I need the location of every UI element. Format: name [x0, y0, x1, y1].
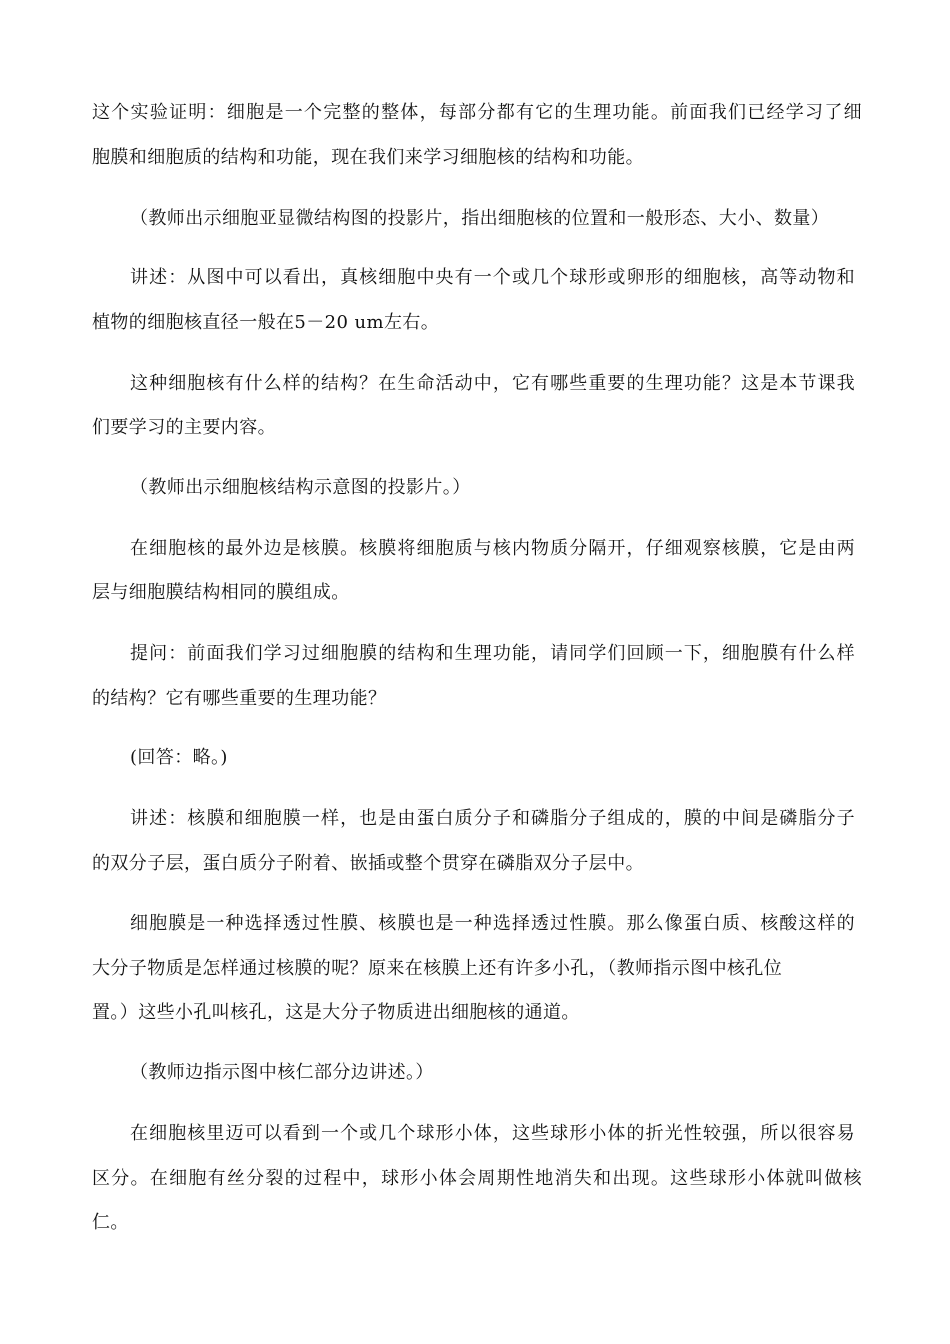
text-line: 大分子物质是怎样通过核膜的呢？原来在核膜上还有许多小孔，（教师指示图中核孔位 — [92, 958, 783, 979]
text-line: 这种细胞核有什么样的结构？在生命活动中，它有哪些重要的生理功能？这是本节课我 — [130, 373, 855, 394]
text-line: 区分。在细胞有丝分裂的过程中，球形小体会周期性地消失和出现。这些球形小体就叫做核 — [92, 1168, 862, 1189]
text-line: 提问：前面我们学习过细胞膜的结构和生理功能，请同学们回顾一下，细胞膜有什么样 — [130, 643, 855, 664]
text-line: （教师出示细胞亚显微结构图的投影片，指出细胞核的位置和一般形态、大小、数量） — [130, 208, 830, 229]
text-line: 讲述：核膜和细胞膜一样，也是由蛋白质分子和磷脂分子组成的，膜的中间是磷脂分子 — [130, 808, 855, 829]
text-line: 们要学习的主要内容。 — [92, 417, 276, 438]
text-line: 胞膜和细胞质的结构和功能，现在我们来学习细胞核的结构和功能。 — [92, 147, 644, 168]
text-line: 仁。 — [92, 1212, 129, 1233]
text-line: (回答：略。) — [130, 747, 228, 768]
text-line: 讲述：从图中可以看出，真核细胞中央有一个或几个球形或卵形的细胞核，高等动物和 — [130, 267, 855, 288]
text-line: （教师出示细胞核结构示意图的投影片。） — [130, 477, 471, 498]
text-line: 的结构？它有哪些重要的生理功能？ — [92, 688, 387, 709]
text-line: 置。）这些小孔叫核孔，这是大分子物质进出细胞核的通道。 — [92, 1002, 580, 1023]
text-line: 在细胞核里迈可以看到一个或几个球形小体，这些球形小体的折光性较强，所以很容易 — [130, 1123, 855, 1144]
text-line: （教师边指示图中核仁部分边讲述。） — [130, 1062, 434, 1083]
text-line: 在细胞核的最外边是核膜。核膜将细胞质与核内物质分隔开，仔细观察核膜，它是由两 — [130, 538, 855, 559]
text-line: 植物的细胞核直径一般在5－20 um左右。 — [92, 312, 440, 333]
text-line: 细胞膜是一种选择透过性膜、核膜也是一种选择透过性膜。那么像蛋白质、核酸这样的 — [130, 913, 855, 934]
text-line: 的双分子层，蛋白质分子附着、嵌插或整个贯穿在磷脂双分子层中。 — [92, 853, 644, 874]
text-line: 层与细胞膜结构相同的膜组成。 — [92, 582, 350, 603]
text-line: 这个实验证明：细胞是一个完整的整体，每部分都有它的生理功能。前面我们已经学习了细 — [92, 102, 862, 123]
